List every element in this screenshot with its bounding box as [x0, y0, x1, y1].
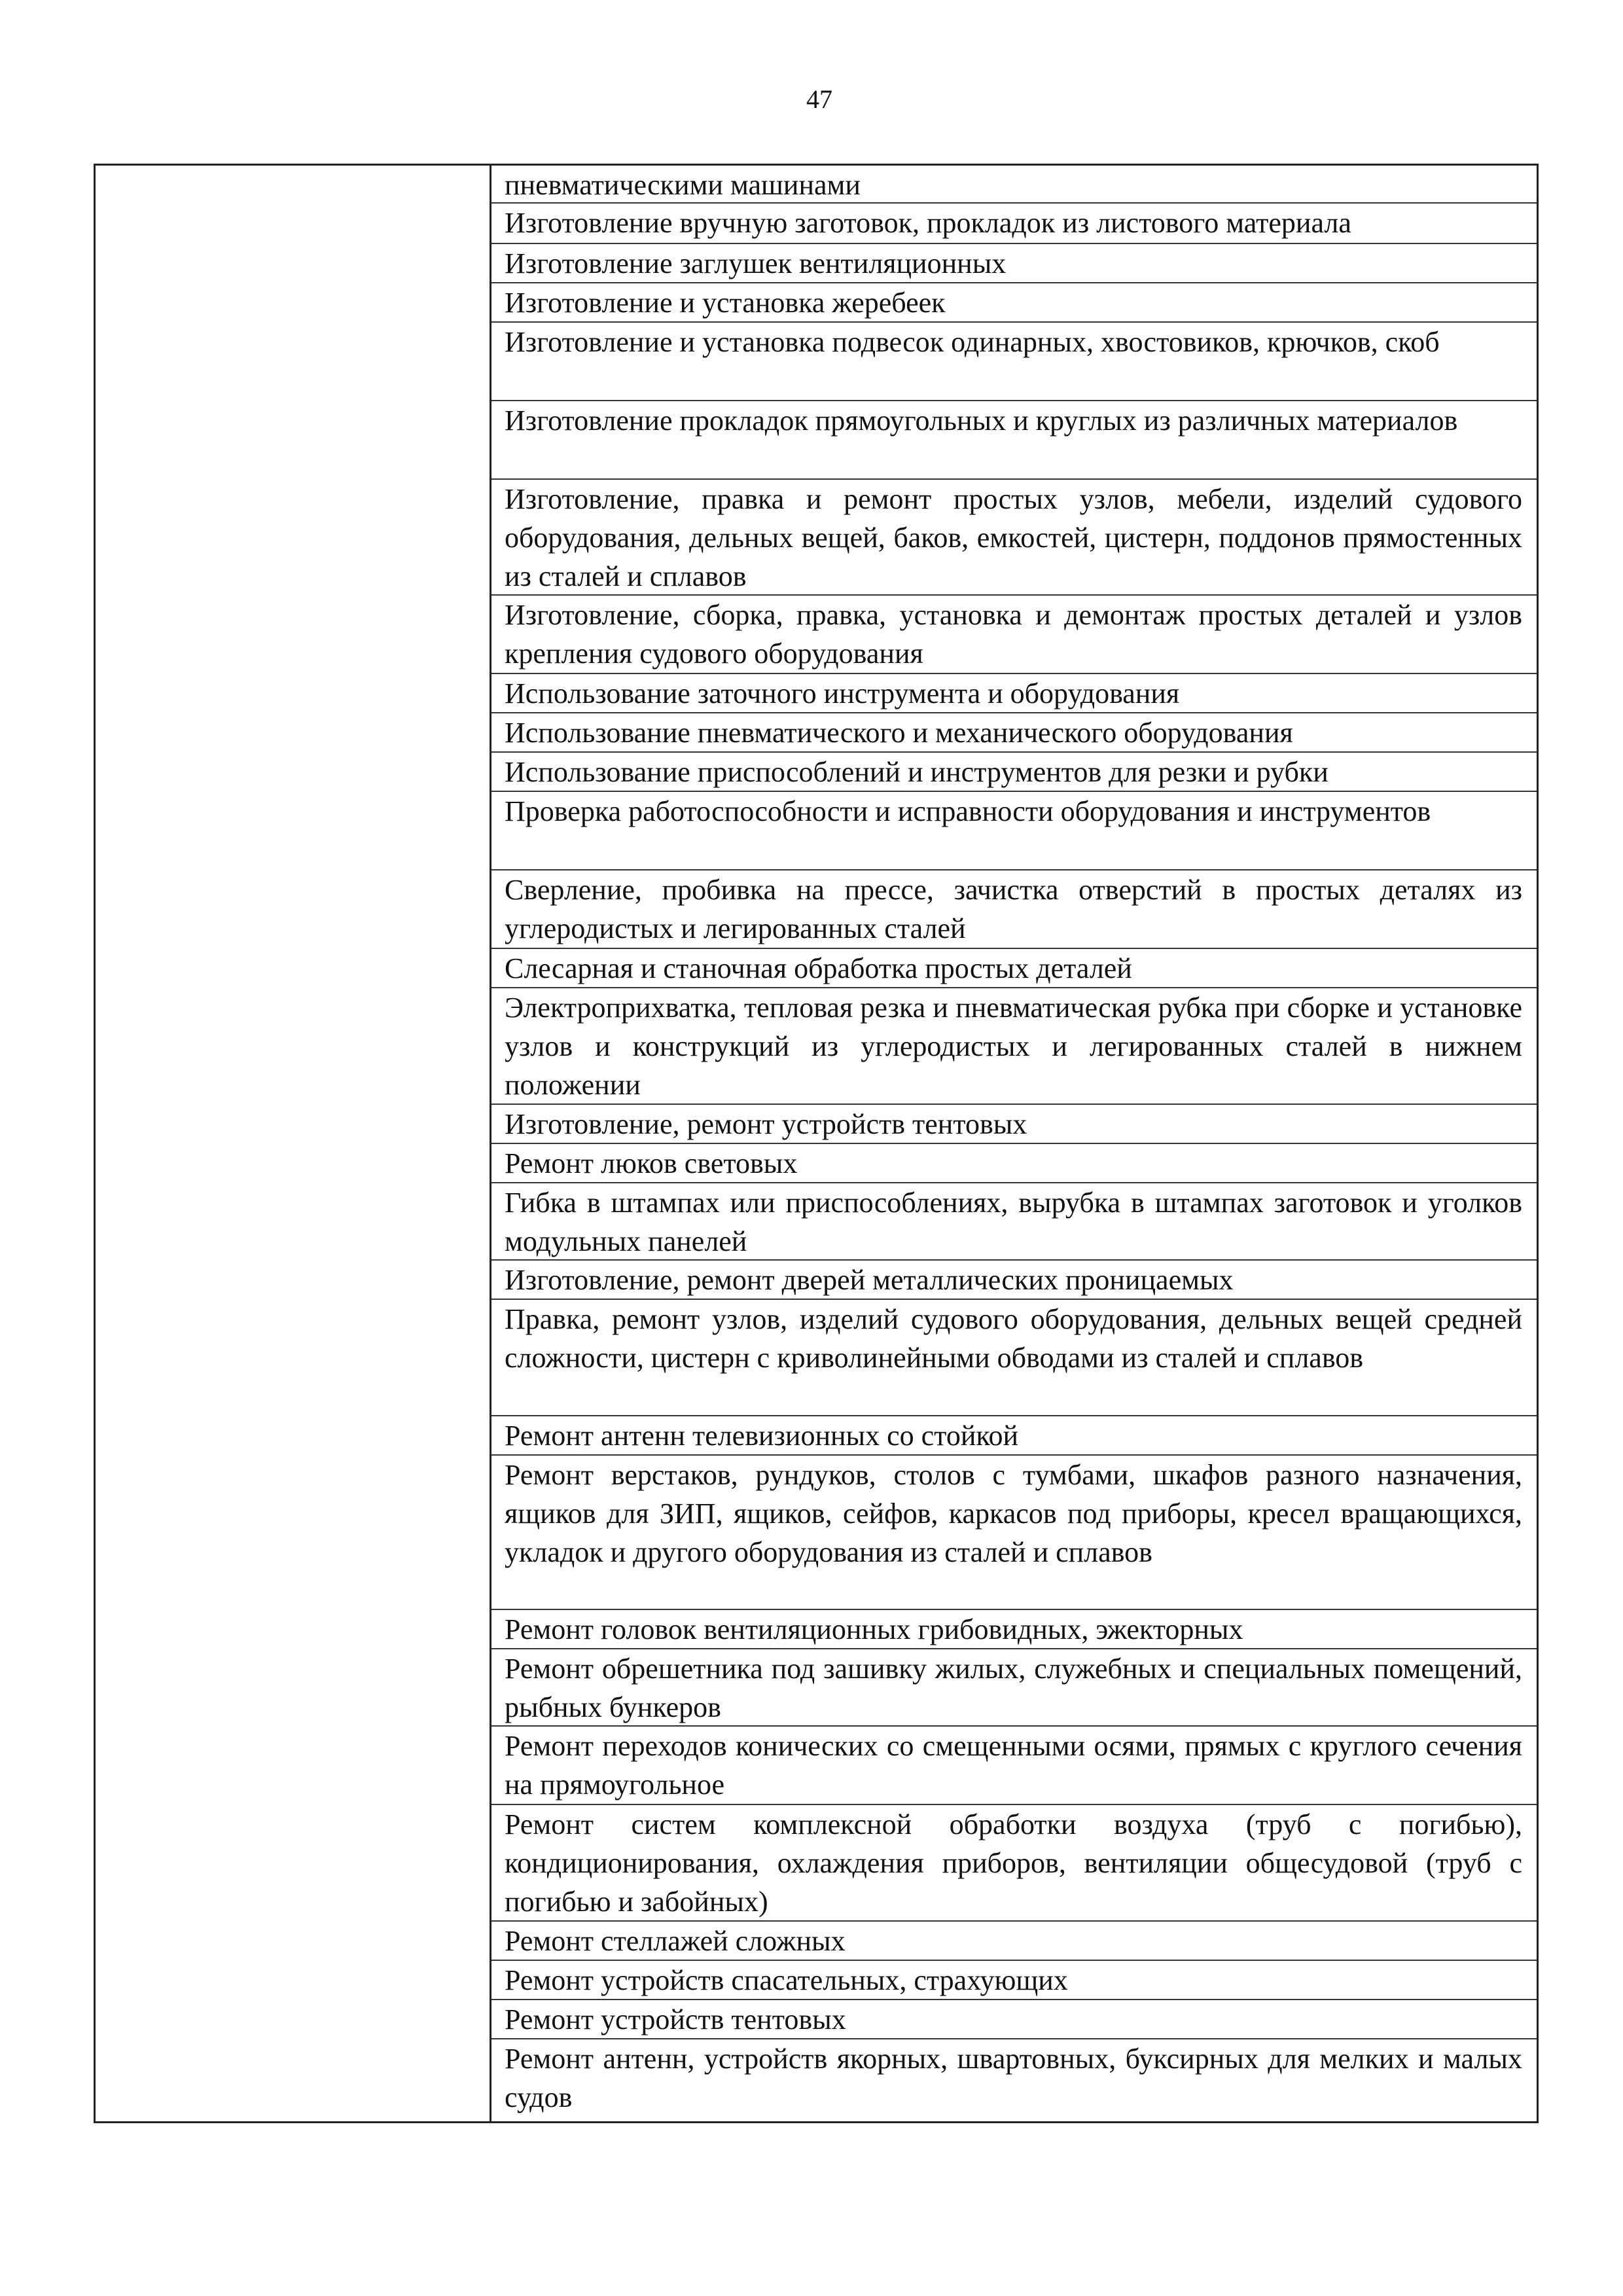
table-row: Ремонт устройств тентовых [491, 2000, 1537, 2039]
table-row: Проверка работоспособности и исправности оборудования и инструментов [491, 792, 1537, 870]
table-row: Ремонт антенн, устройств якорных, швартовных, буксирных для мелких и малых судов [505, 2043, 1522, 2113]
table-row: Ремонт головок вентиляционных грибовидных, эжекторных [491, 1610, 1537, 1649]
table-row: Ремонт систем комплексной обработки воздуха (труб с погибью), кондиционирования, охлаждения приборов, вентиляции общесудовой (труб с погибью и забойных) [491, 1805, 1537, 1922]
table-row: Ремонт устройств спасательных, страхующих [491, 1961, 1537, 2000]
table-row: Изготовление заглушек вентиляционных [491, 244, 1537, 283]
table-row: Использование заточного инструмента и оборудования [491, 674, 1537, 713]
left-column-empty [96, 166, 491, 2121]
table-row: Ремонт стеллажей сложных [491, 1922, 1537, 1961]
table-row: Слесарная и станочная обработка простых деталей [491, 949, 1537, 988]
table-row: Использование пневматического и механического оборудования [491, 713, 1537, 753]
table-row: Ремонт люков световых [491, 1144, 1537, 1183]
work-types-table [94, 164, 1539, 2123]
table-row: Изготовление прокладок прямоугольных и круглых из различных материалов [491, 401, 1537, 480]
table-row: Изготовление, ремонт устройств тентовых [491, 1105, 1537, 1144]
table-row: Изготовление, сборка, правка, установка и демонтаж простых деталей и узлов крепления судового оборудования [491, 596, 1537, 674]
table-row: Гибка в штампах или приспособлениях, вырубка в штампах заготовок и уголков модульных панелей [491, 1183, 1537, 1261]
table-row: Сверление, пробивка на прессе, зачистка отверстий в простых деталях из углеродистых и легированных сталей [491, 870, 1537, 949]
table-row: Правка, ремонт узлов, изделий судового оборудования, дельных вещей средней сложности, цистерн с криволинейными обводами из сталей и сплавов [491, 1300, 1537, 1416]
table-row: Ремонт верстаков, рундуков, столов с тумбами, шкафов разного назначения, ящиков для ЗИП, ящиков, сейфов, каркасов под приборы, кресел вращающихся, укладок и другого оборудования из сталей и сплавов [491, 1456, 1537, 1610]
right-column [491, 166, 1537, 2121]
table-row: Изготовление вручную заготовок, прокладок из листового материала [491, 204, 1537, 244]
table-row: Изготовление, ремонт дверей металлических проницаемых [491, 1261, 1537, 1300]
table-row: Изготовление и установка подвесок одинарных, хвостовиков, крючков, скоб [491, 323, 1537, 401]
page-number: 47 [806, 84, 832, 114]
table-row: Электроприхватка, тепловая резка и пневматическая рубка при сборке и установке узлов и конструкций из углеродистых и легированных сталей в нижнем положении [491, 988, 1537, 1105]
table-row: Ремонт обрешетника под зашивку жилых, служебных и специальных помещений, рыбных бункеров [491, 1649, 1537, 1727]
table-row: Ремонт антенн телевизионных со стойкой [491, 1416, 1537, 1456]
table-row: Изготовление и установка жеребеек [491, 283, 1537, 323]
table-row: Изготовление, правка и ремонт простых узлов, мебели, изделий судового оборудования, дельных вещей, баков, емкостей, цистерн, поддонов прямостенных из сталей и сплавов [491, 480, 1537, 596]
table-row: Ремонт переходов конических со смещенными осями, прямых с круглого сечения на прямоугольное [491, 1727, 1537, 1805]
table-row: Использование приспособлений и инструментов для резки и рубки [491, 753, 1537, 792]
table-row: пневматическими машинами [491, 166, 1537, 204]
